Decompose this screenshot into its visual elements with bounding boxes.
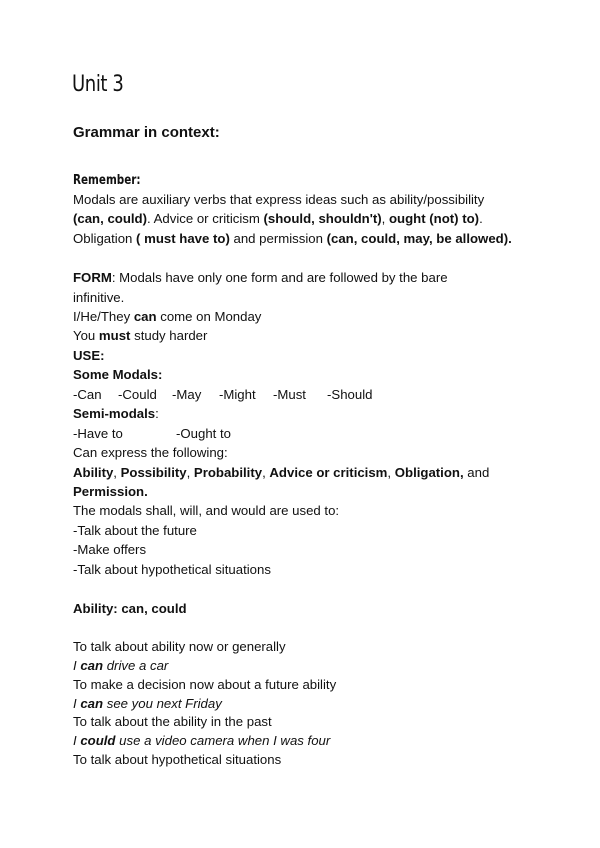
ability-example-1: I can drive a car: [73, 658, 169, 673]
use-item-offers: -Make offers: [73, 542, 147, 557]
form-example-1: I/He/They can come on Monday: [73, 309, 262, 324]
semi-modals-label: Semi-modals:: [73, 406, 159, 421]
ability-line-1: To talk about ability now or generally: [73, 639, 286, 654]
ability-example-3: I could use a video camera when I was four: [73, 733, 331, 748]
semi-modals-list: -Have to -Ought to: [73, 426, 231, 441]
modals-list: -Can -Could -May -Might -Must -Should: [73, 387, 373, 402]
remember-heading: Remember:: [73, 173, 141, 188]
use-item-future: -Talk about the future: [73, 523, 197, 538]
some-modals-label: Some Modals:: [73, 367, 163, 382]
use-item-hypothetical: -Talk about hypothetical situations: [73, 562, 271, 577]
remember-line-2: (can, could). Advice or criticism (should, shouldn't), ought (not) to).: [73, 211, 483, 226]
use-label: USE:: [73, 348, 105, 363]
ability-line-2: To make a decision now about a future ability: [73, 677, 337, 692]
remember-line-1: Modals are auxiliary verbs that express ideas such as ability/possibility: [73, 192, 485, 207]
can-express-line: Can express the following:: [73, 445, 228, 460]
remember-line-3: Obligation ( must have to) and permission (can, could, may, be allowed).: [73, 231, 512, 246]
section-title: Grammar in context:: [73, 124, 220, 141]
functions-line: Ability, Possibility, Probability, Advice or criticism, Obligation, and: [73, 465, 490, 480]
ability-line-3: To talk about the ability in the past: [73, 714, 272, 729]
shall-will-line: The modals shall, will, and would are used to:: [73, 503, 340, 518]
form-example-2: You must study harder: [73, 328, 208, 343]
form-line-2: infinitive.: [73, 290, 125, 305]
permission-line: Permission.: [73, 484, 148, 499]
ability-example-2: I can see you next Friday: [73, 696, 222, 711]
unit-title: Unit 3: [72, 72, 124, 97]
ability-line-4: To talk about hypothetical situations: [73, 752, 282, 767]
ability-heading: Ability: can, could: [73, 601, 187, 616]
form-line: FORM: Modals have only one form and are followed by the bare: [73, 270, 448, 285]
